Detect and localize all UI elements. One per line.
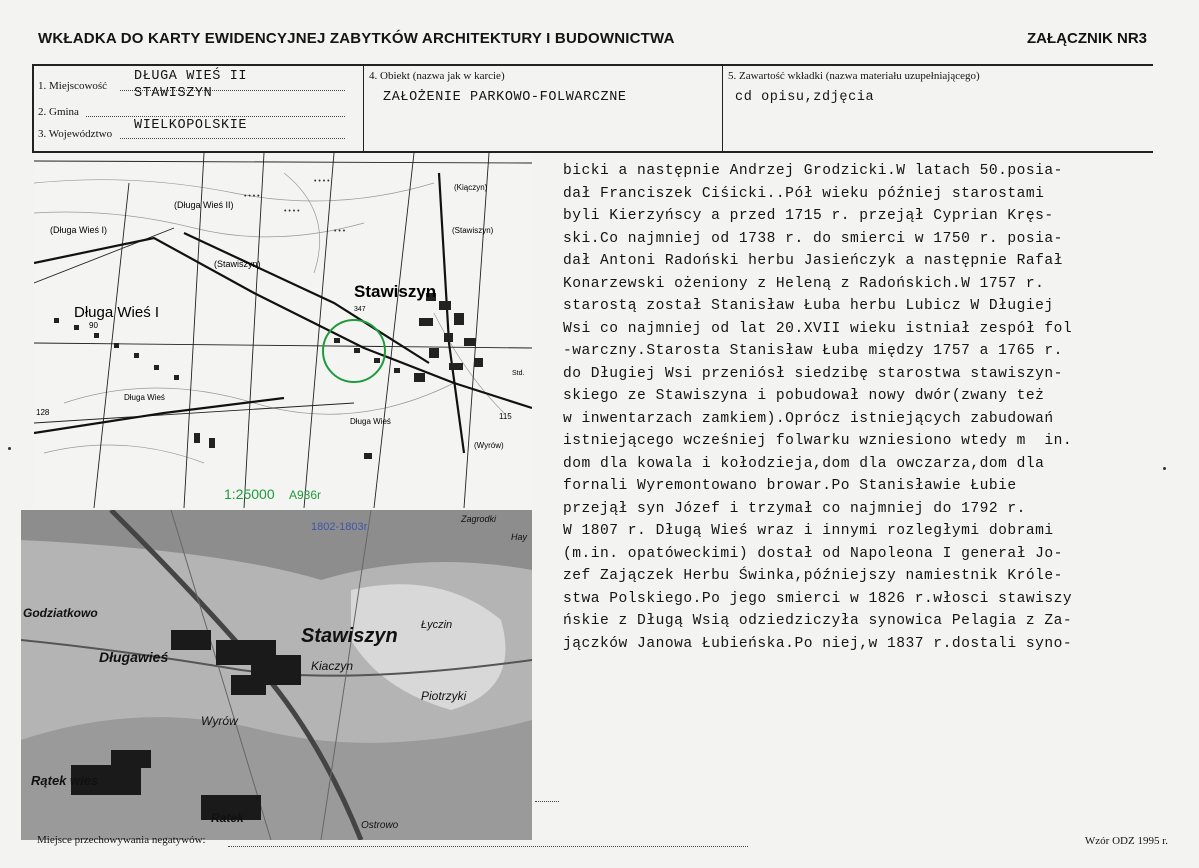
contents-value: cd opisu,zdjęcia [735,90,875,105]
wojewodztwo-value: WIELKOPOLSKIE [134,118,248,133]
contents-label: 5. Zawartość wkładki (nazwa materiału uzupełniającego) [728,70,980,82]
table-divider-1 [363,64,364,153]
description-line: W 1807 r. Długą Wieś wraz i innymi rozległymi dobrami [563,523,1054,539]
miejscowosc-value: DŁUGA WIEŚ II [134,69,248,84]
description-line: Wsi co najmniej od lat 20.XVII wieku istniał zespół fol [563,320,1073,337]
description-line: jączków Janowa Łubieńska.Po niej,w 1837 r.dostali syno- [563,635,1073,652]
map-label-wyrow: (Wyrów) [474,441,504,450]
gmina-dotted-line [86,116,345,117]
table-divider-2 [722,64,723,153]
miejscowosc-label: 1. Miejscowość [38,80,108,92]
map-label-stawiszyn-right: (Stawiszyn) [452,226,494,235]
description-line: ńskie z Długą Wsią odziedziczyła synowica Pelagia z Za- [563,613,1073,629]
hist-label-lycin: Łyczin [421,619,453,631]
table-left-border [32,64,34,153]
description-line: starostą został Stanisław Łuba herbu Lubicz W Długiej [563,298,1054,314]
historical-map-drawing [21,510,532,840]
description-line: ski.Co najmniej od 1738 r. do smierci w 1750 r. posia- [563,230,1063,247]
hist-label-hay: Hay [511,532,528,542]
description-line: zef Zajączek Herbu Świnka,późniejszy namiestnik Króle- [563,568,1063,584]
description-line: stwa Polskiego.Po jego smierci w 1826 r.włosci stawiszy [563,590,1073,607]
table-top-border [32,64,1153,66]
map-label-std: Std. [512,370,525,377]
svg-text:• • • •: • • • • [284,208,300,215]
object-value: ZAŁOŻENIE PARKOWO-FOLWARCZNE [383,90,627,105]
hist-label-zagrodki: Zagrodki [461,514,497,524]
form-id: Wzór ODZ 1995 r. [1084,835,1168,847]
negatives-dotted-line-upper [535,801,559,802]
hist-label-wyrow: Wyrów [201,714,238,728]
hist-label-ratek: Ratek [211,811,244,825]
map-label-dluga-wies-ii: (Długa Wieś II) [174,200,234,210]
map-label-dluga-wies-i-small: (Długa Wieś I) [50,225,108,235]
hist-date-annotation: 1802-1803r. [311,521,370,533]
gmina-label: 2. Gmina [38,106,79,118]
map-label-dluga-wies: Długa Wieś [124,393,165,402]
description-line: w inwentarzach zamkiem).Oprócz istniejących zabudowań [563,410,1054,427]
map-label-dluga-wies-2: Długa Wieś [350,417,391,426]
svg-text:• • •: • • • [334,228,346,235]
hist-label-godziatkowo: Godziatkowo [23,606,98,620]
topographic-map [34,153,532,508]
attachment-number: ZAŁĄCZNIK NR3 [1027,30,1147,47]
document-title: WKŁADKA DO KARTY EWIDENCYJNEJ ZABYTKÓW ARCHITEKTURY I BUDOWNICTWA [38,30,675,47]
wojewodztwo-dotted-line [120,138,345,139]
description-line: do Długiej Wsi przeniósł siedzibę starostwa stawiszyn- [563,365,1063,382]
svg-text:• • • •: • • • • [314,178,330,185]
negatives-dotted-line [228,846,748,847]
description-line: Konarzewski ożeniony z Heleną z Radońskich.W 1757 r. [563,275,1045,292]
map-label-kiaczyn: (Kiączyn) [454,183,488,192]
gmina-value: STAWISZYN [134,86,213,101]
hist-label-dlugawies: Długawieś [99,649,169,665]
map-elevation-90: 90 [89,321,98,330]
historical-map [21,510,532,840]
description-line: skiego ze Stawiszyna i pobudował nowy dwór(zwany też [563,388,1045,404]
description-line: -warczny.Starosta Stanisław Łuba między 1757 a 1765 r. [563,343,1063,359]
map-elevation-347: 347 [354,306,366,313]
map-label-stawiszyn: Stawiszyn [354,282,437,301]
svg-text:• • • •: • • • • [244,193,260,200]
map-scale-annotation: 1:25000 [224,486,275,502]
margin-mark-left [8,447,11,450]
description-text [563,160,1163,655]
description-line: dał Franciszek Ciśicki..Pół wieku później starostami [563,185,1045,202]
hist-label-kiaczyn: Kiaczyn [311,659,354,673]
description-line: bicki a następnie Andrzej Grodzicki.W latach 50.posia- [563,163,1063,179]
description-line: fornali Wyremontowano browar.Po Stanisławie Łubie [563,478,1017,494]
topographic-map-drawing [34,153,532,508]
map-label-stawiszyn-small: (Stawiszyn) [214,259,261,269]
description-line: (m.in. opatóweckimi) dostał od Napoleona I generał Jo- [563,545,1063,562]
wojewodztwo-label: 3. Województwo [38,128,113,140]
hist-label-piotrzyki: Piotrzyki [421,689,467,703]
hist-label-ratek-wies: Rątek wies [31,773,99,788]
hist-label-stawiszyn: Stawiszyn [301,625,398,647]
margin-mark-right [1163,467,1166,470]
description-line: dał Antoni Radoński herbu Jasieńczyk a następnie Rafał [563,253,1063,269]
map-elevation-128: 128 [36,408,50,417]
description-line: dom dla kowala i kołodzieja,dom dla owczarza,dom dla [563,455,1045,472]
negatives-location-label: Miejsce przechowywania negatywów: [37,834,206,846]
map-label-dluga-wies-i: Długa Wieś I [74,304,160,321]
description-line: istniejącego wcześniej folwarku wzniesiono wtedy m in. [563,433,1073,449]
description-line: przejął syn Józef i trzymał co najmniej do 1792 r. [563,500,1026,517]
map-year-annotation: A936r [289,488,322,502]
object-label: 4. Obiekt (nazwa jak w karcie) [369,70,505,82]
map-elevation-115: 115 [499,412,512,421]
hist-label-ostrowo: Ostrowo [361,820,399,831]
description-line: byli Kierzyńscy a przed 1715 r. przejął Cyprian Kręs- [563,208,1054,224]
